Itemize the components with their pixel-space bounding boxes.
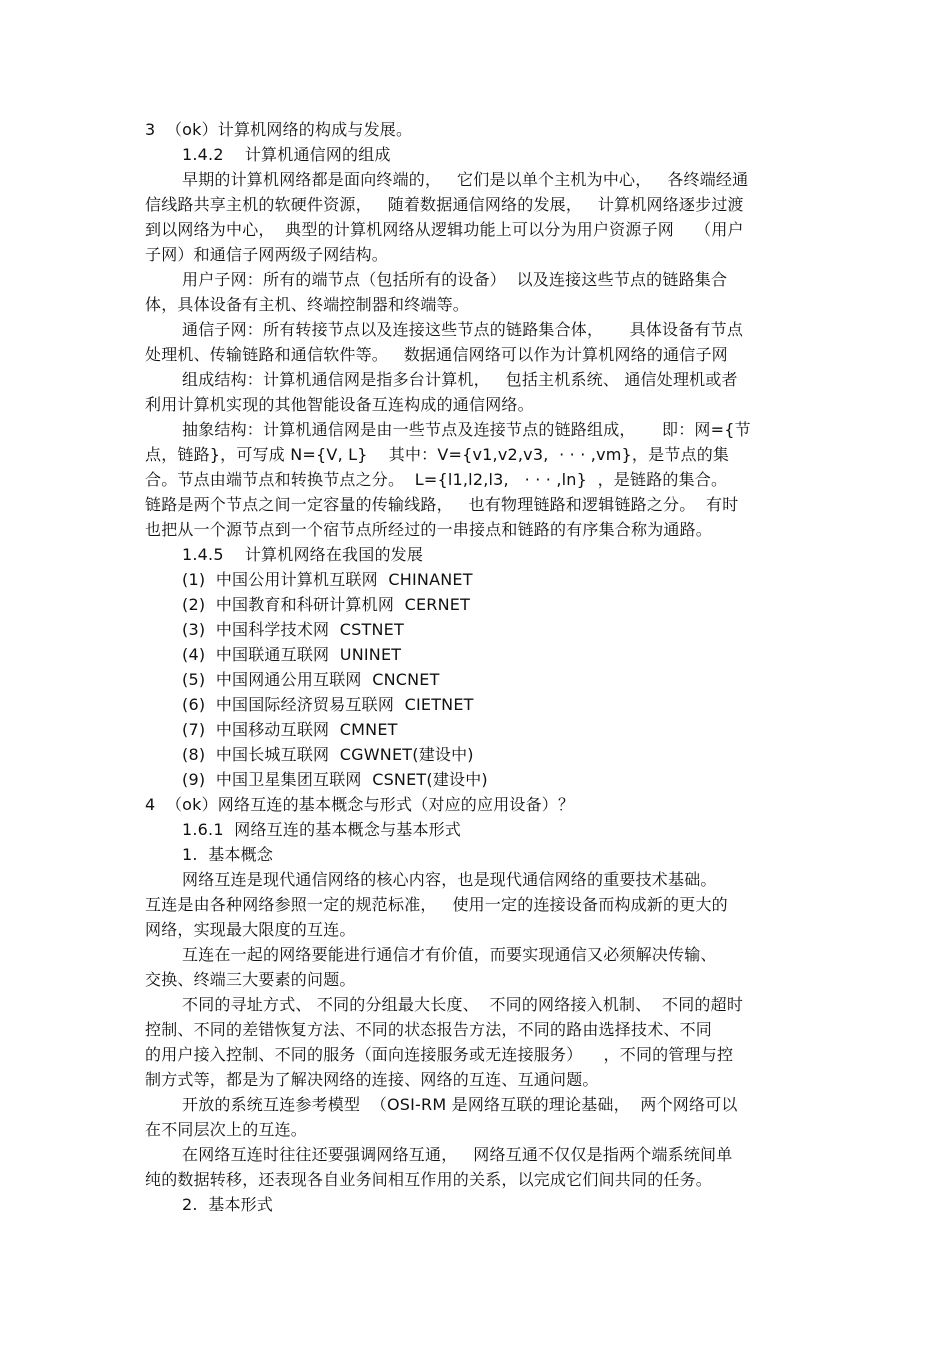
list-item: (5) 中国网通公用互联网 CNCNET: [182, 670, 440, 689]
paragraph-line: 制方式等，都是为了解决网络的连接、网络的互连、互通问题。: [145, 1070, 599, 1089]
paragraph-line: 交换、终端三大要素的问题。: [145, 970, 356, 989]
paragraph-line: 抽象结构：计算机通信网是由一些节点及连接节点的链路组成， 即：网={节: [182, 420, 751, 439]
heading-section-4: 4 （ok）网络互连的基本概念与形式（对应的应用设备）？: [145, 795, 575, 814]
paragraph-line: 体，具体设备有主机、终端控制器和终端等。: [145, 295, 470, 314]
subheading-basic-form: 2. 基本形式: [182, 1195, 274, 1214]
paragraph-line: 网络互连是现代通信网络的核心内容，也是现代通信网络的重要技术基础。: [182, 870, 717, 889]
paragraph-line: 的用户接入控制、不同的服务（面向连接服务或无连接服务） ，不同的管理与控: [145, 1045, 734, 1064]
paragraph-line: 开放的系统互连参考模型 （OSI-RM 是网络互联的理论基础， 两个网络可以: [182, 1095, 738, 1114]
paragraph-line: 网络，实现最大限度的互连。: [145, 920, 356, 939]
list-item: (3) 中国科学技术网 CSTNET: [182, 620, 404, 639]
paragraph-line: 信线路共享主机的软硬件资源， 随着数据通信网络的发展， 计算机网络逐步过渡: [145, 195, 744, 214]
list-item: (7) 中国移动互联网 CMNET: [182, 720, 398, 739]
paragraph-line: 也把从一个源节点到一个宿节点所经过的一串接点和链路的有序集合称为通路。: [145, 520, 713, 539]
paragraph-line: 子网）和通信子网两级子网结构。: [145, 245, 389, 264]
paragraph-line: 不同的寻址方式、 不同的分组最大长度、 不同的网络接入机制、 不同的超时: [182, 995, 744, 1014]
paragraph-line: 控制、不同的差错恢复方法、不同的状态报告方法，不同的路由选择技术、不同: [145, 1020, 713, 1039]
paragraph-line: 到以网络为中心， 典型的计算机网络从逻辑功能上可以分为用户资源子网 （用户: [145, 220, 744, 239]
paragraph-line: 点，链路}，可写成 N={V, L} 其中：V={v1,v2,v3, · · · ,vm}，是节点的集: [145, 445, 730, 464]
heading-section-3: 3 （ok）计算机网络的构成与发展。: [145, 120, 413, 139]
paragraph-line: 互连在一起的网络要能进行通信才有价值，而要实现通信又必须解决传输、: [182, 945, 717, 964]
subheading-1-4-5: 1.4.5 计算机网络在我国的发展: [182, 545, 424, 564]
paragraph-line: 在网络互连时往往还要强调网络互通， 网络互通不仅仅是指两个端系统间单: [182, 1145, 733, 1164]
paragraph-line: 早期的计算机网络都是面向终端的， 它们是以单个主机为中心， 各终端经通: [182, 170, 749, 189]
subheading-1-4-2: 1.4.2 计算机通信网的组成: [182, 145, 391, 164]
paragraph-line: 链路是两个节点之间一定容量的传输线路， 也有物理链路和逻辑链路之分。 有时: [145, 495, 739, 514]
paragraph-line: 在不同层次上的互连。: [145, 1120, 308, 1139]
paragraph-line: 通信子网：所有转接节点以及连接这些节点的链路集合体， 具体设备有节点: [182, 320, 744, 339]
paragraph-line: 纯的数据转移，还表现各自业务间相互作用的关系，以完成它们间共同的任务。: [145, 1170, 713, 1189]
subheading-1-6-1: 1.6.1 网络互连的基本概念与基本形式: [182, 820, 462, 839]
paragraph-line: 合。节点由端节点和转换节点之分。 L={l1,l2,l3, · · · ,ln} ，是链路的集合。: [145, 470, 728, 489]
paragraph-line: 处理机、传输链路和通信软件等。 数据通信网络可以作为计算机网络的通信子网: [145, 345, 728, 364]
subheading-basic-concept: 1. 基本概念: [182, 845, 274, 864]
list-item: (2) 中国教育和科研计算机网 CERNET: [182, 595, 471, 614]
list-item: (8) 中国长城互联网 CGWNET(建设中): [182, 745, 474, 764]
paragraph-line: 利用计算机实现的其他智能设备互连构成的通信网络。: [145, 395, 534, 414]
list-item: (1) 中国公用计算机互联网 CHINANET: [182, 570, 473, 589]
list-item: (9) 中国卫星集团互联网 CSNET(建设中): [182, 770, 488, 789]
paragraph-line: 用户子网：所有的端节点（包括所有的设备） 以及连接这些节点的链路集合: [182, 270, 728, 289]
list-item: (4) 中国联通互联网 UNINET: [182, 645, 402, 664]
paragraph-line: 组成结构：计算机通信网是指多台计算机， 包括主机系统、 通信处理机或者: [182, 370, 738, 389]
paragraph-line: 互连是由各种网络参照一定的规范标准， 使用一定的连接设备而构成新的更大的: [145, 895, 728, 914]
list-item: (6) 中国国际经济贸易互联网 CIETNET: [182, 695, 474, 714]
